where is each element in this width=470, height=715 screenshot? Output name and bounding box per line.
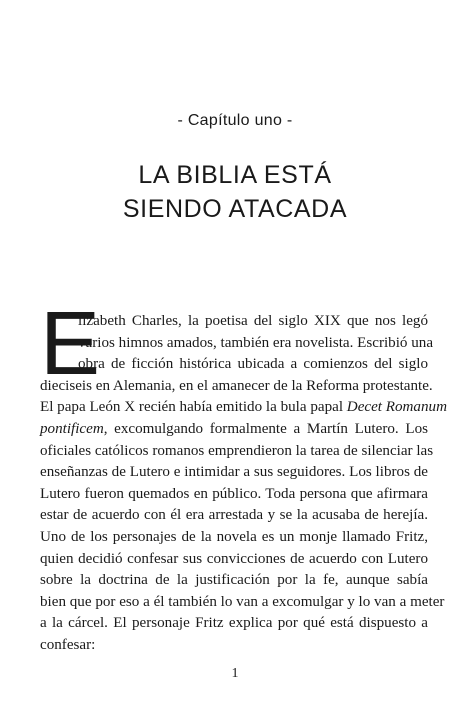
body-line <box>40 419 428 441</box>
body-line: estar de acuerdo con él era arrestada y se la acusaba de herejía. <box>40 507 428 524</box>
body-line: quien decidió confesar sus convicciones de acuerdo con Lutero <box>40 550 428 567</box>
body-line: confesar: <box>40 636 96 653</box>
drop-cap: E <box>40 294 101 394</box>
body-line: Uno de los personajes de la novela es un monje llamado Fritz, <box>40 528 428 545</box>
body-line: obra de ficción histórica ubicada a comienzos del siglo <box>78 356 428 373</box>
body-line: varios himnos amados, también era novelista. Escribió una <box>78 334 434 351</box>
body-line: Lutero fueron quemados en público. Toda persona que afirmara <box>40 485 428 502</box>
chapter-title <box>0 158 470 226</box>
page-number: 1 <box>231 666 239 681</box>
body-text-segment: El papa León X recién había emitido la bula papal <box>40 399 347 416</box>
document-title-italic: pontificem <box>40 420 104 437</box>
body-paragraph <box>40 311 447 657</box>
chapter-title-line-1: LA BIBLIA ESTÁ <box>138 161 332 189</box>
body-line <box>40 397 447 419</box>
body-line: lizabeth Charles, la poetisa del siglo XIX que nos legó <box>78 313 428 329</box>
body-line: bien que por eso a él también lo van a excomulgar y lo van a meter <box>40 593 445 610</box>
document-title-italic: Decet Romanum <box>346 399 447 416</box>
body-line: oficiales católicos romanos emprendieron la tarea de silenciar las <box>40 442 434 459</box>
body-line: a la cárcel. El personaje Fritz explica por qué está dispuesto a <box>40 615 428 632</box>
body-text-segment: , excomulgando formalmente a Martín Lutero. Los <box>103 420 428 437</box>
body-line: enseñanzas de Lutero e intimidar a sus seguidores. Los libros de <box>40 464 428 481</box>
body-line: sobre la doctrina de la justificación por la fe, aunque sabía <box>40 572 428 589</box>
chapter-title-line-2: SIENDO ATACADA <box>122 195 348 223</box>
chapter-label: - Capítulo uno - <box>177 112 293 129</box>
body-line: dieciseis en Alemania, en el amanecer de la Reforma protestante. <box>40 377 433 394</box>
